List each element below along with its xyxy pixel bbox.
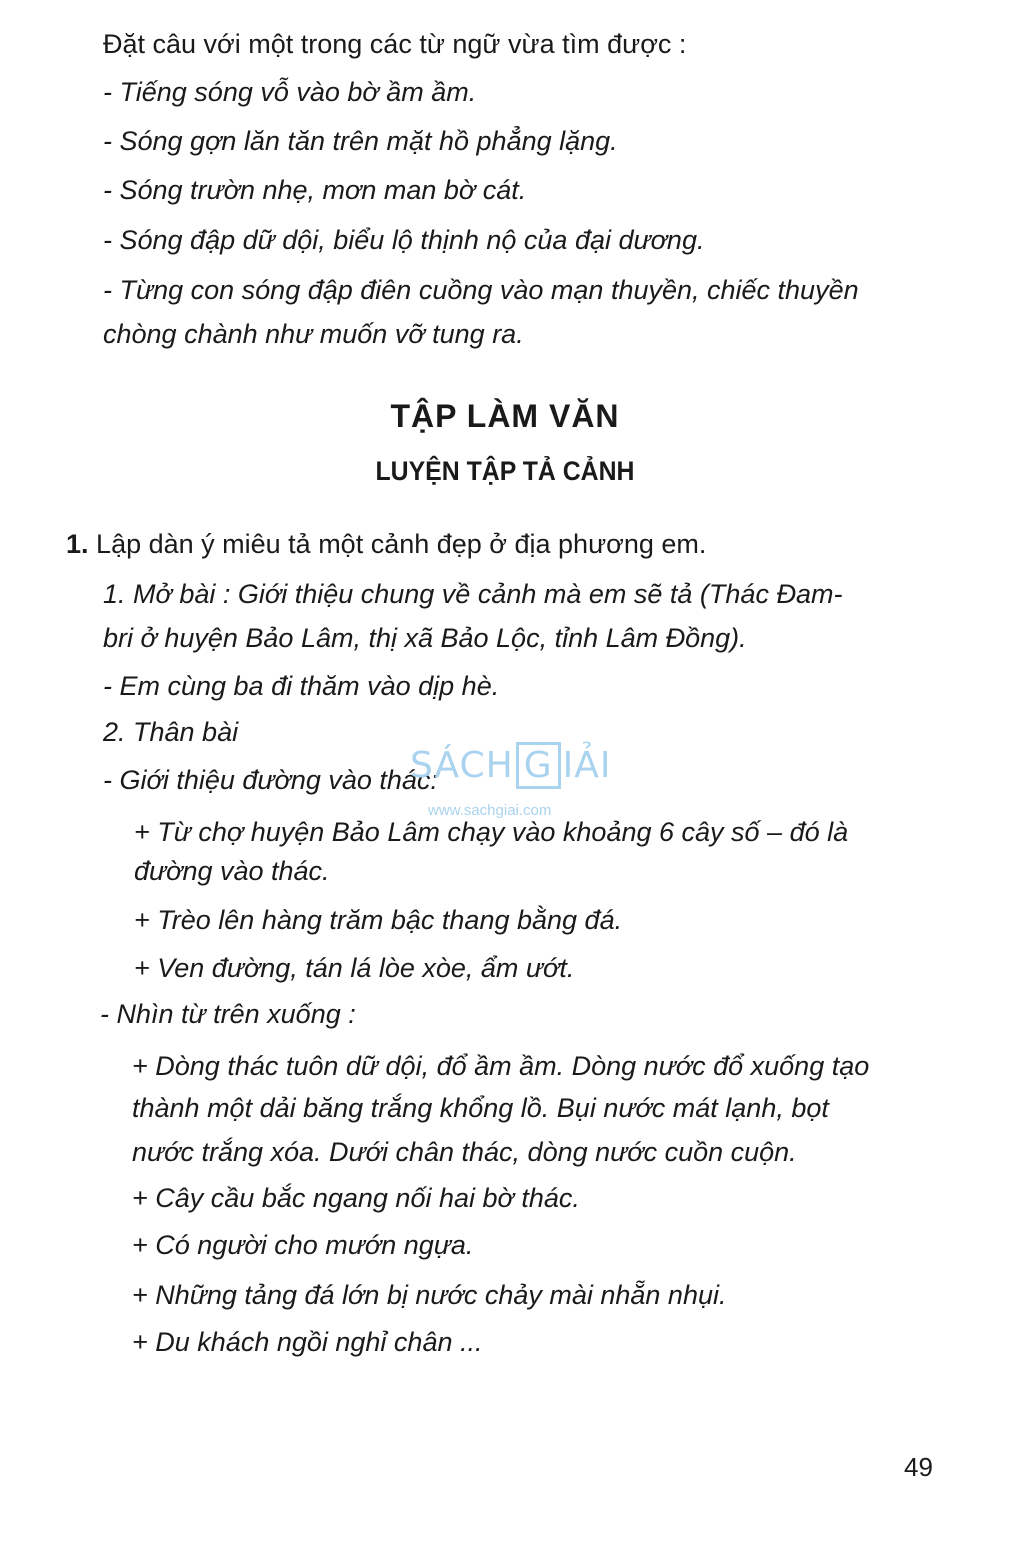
outline-line: + Ven đường, tán lá lòe xòe, ẩm ướt.: [134, 953, 575, 983]
outline-line: 2. Thân bài: [103, 717, 239, 747]
outline-line: + Dòng thác tuôn dữ dội, đổ ầm ầm. Dòng nước đổ xuống tạo: [132, 1051, 870, 1081]
outline-line: + Cây cầu bắc ngang nối hai bờ thác.: [132, 1183, 580, 1213]
exercise-question-line: [66, 526, 706, 562]
example-sentence: - Sóng gợn lăn tăn trên mặt hồ phẳng lặng.: [103, 126, 618, 156]
outline-line: thành một dải băng trắng khổng lồ. Bụi nước mát lạnh, bọt: [132, 1093, 829, 1123]
example-sentence: - Tiếng sóng vỗ vào bờ ầm ầm.: [103, 77, 477, 107]
outline-line: nước trắng xóa. Dưới chân thác, dòng nước cuồn cuộn.: [132, 1137, 797, 1167]
outline-line: + Trèo lên hàng trăm bậc thang bằng đá.: [134, 905, 623, 935]
watermark: [410, 734, 620, 824]
section-subtitle: LUYỆN TẬP TẢ CẢNH: [375, 456, 635, 486]
outline-line: + Có người cho mướn ngựa.: [132, 1230, 474, 1260]
outline-line: + Từ chợ huyện Bảo Lâm chạy vào khoảng 6 cây số – đó là: [134, 817, 849, 847]
outline-line: 1. Mở bài : Giới thiệu chung về cảnh mà em sẽ tả (Thác Đam-: [103, 579, 843, 609]
example-sentence: - Từng con sóng đập điên cuồng vào mạn thuyền, chiếc thuyền: [103, 275, 859, 305]
outline-line: - Nhìn từ trên xuống :: [100, 999, 356, 1029]
example-sentence: - Sóng đập dữ dội, biểu lộ thịnh nộ của đại dương.: [103, 225, 705, 255]
watermark-logo: SÁCH G IẢI: [410, 742, 612, 789]
outline-line: đường vào thác.: [134, 856, 330, 886]
exercise-question: Lập dàn ý miêu tả một cảnh đẹp ở địa phương em.: [96, 529, 707, 559]
outline-line: - Giới thiệu đường vào thác:: [103, 765, 438, 795]
section-title: TẬP LÀM VĂN: [390, 398, 620, 434]
outline-line: bri ở huyện Bảo Lâm, thị xã Bảo Lộc, tỉnh Lâm Đồng).: [103, 623, 747, 653]
watermark-url: www.sachgiai.com: [428, 802, 552, 819]
outline-line: + Những tảng đá lớn bị nước chảy mài nhẵn nhụi.: [132, 1280, 727, 1310]
example-sentence: - Sóng trườn nhẹ, mơn man bờ cát.: [103, 175, 527, 205]
example-sentence-continuation: chòng chành như muốn vỡ tung ra.: [103, 319, 524, 349]
exercise-number: 1.: [66, 529, 89, 559]
page-number: 49: [904, 1452, 933, 1482]
outline-line: - Em cùng ba đi thăm vào dịp hè.: [103, 671, 500, 701]
intro-prompt: Đặt câu với một trong các từ ngữ vừa tìm được :: [103, 29, 687, 59]
outline-line: + Du khách ngồi nghỉ chân ...: [132, 1327, 483, 1357]
